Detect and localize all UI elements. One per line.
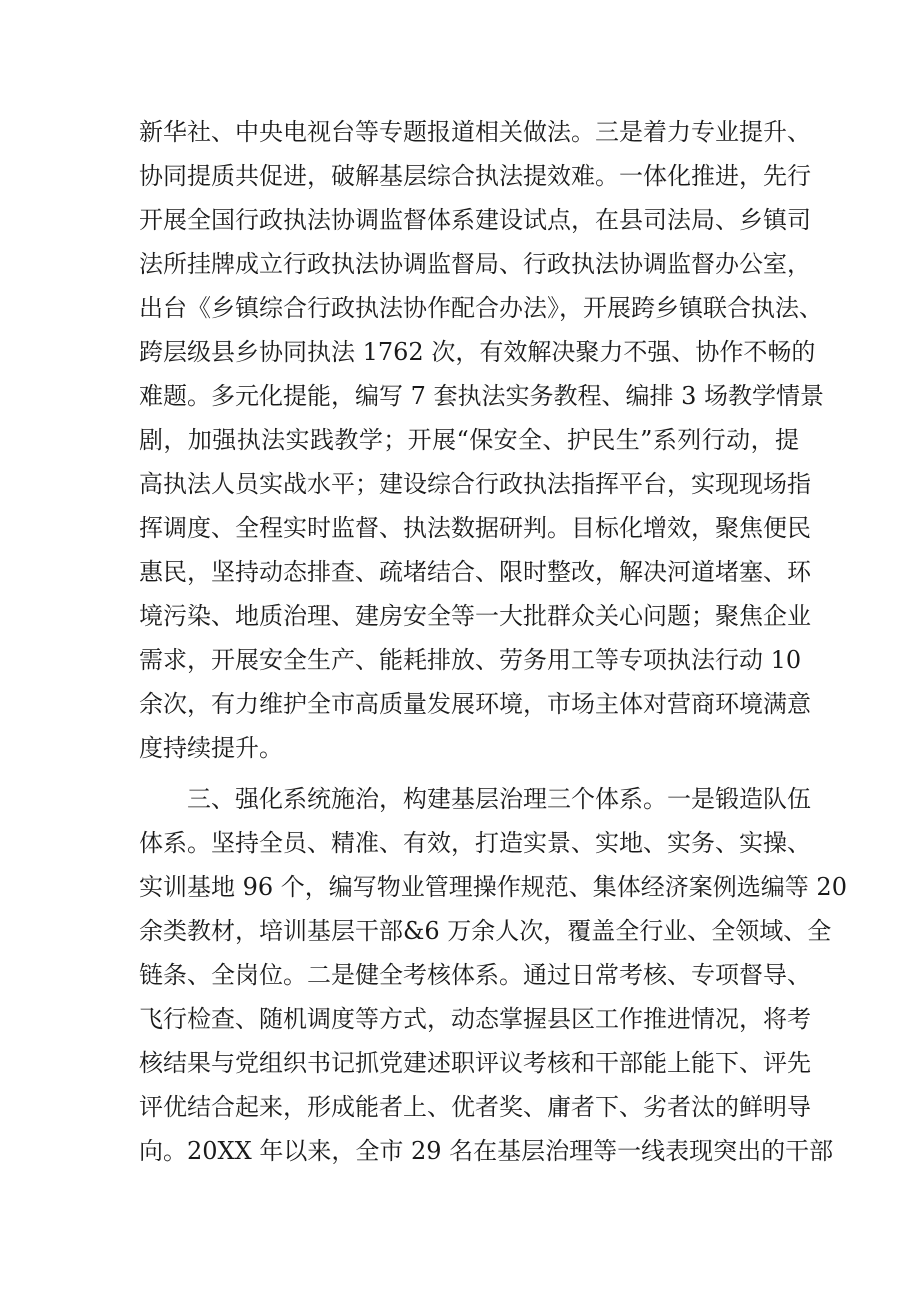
text-line: 法所挂牌成立行政执法协调监督局、行政执法协调监督办公室，	[139, 250, 811, 278]
text-line: 飞行检查、随机调度等方式，动态掌握县区工作推进情况，将考	[139, 1005, 811, 1033]
text-line: 向。20XX 年以来，全市 29 名在基层治理等一线表现突出的干部	[139, 1137, 834, 1165]
text-line: 度持续提升。	[139, 734, 283, 762]
text-line: 三、强化系统施治，构建基层治理三个体系。一是锻造队伍	[187, 785, 811, 813]
document-body	[139, 110, 847, 1173]
text-line: 余类教材，培训基层干部&6 万余人次，覆盖全行业、全领域、全	[139, 917, 832, 945]
text-line: 实训基地 96 个，编写物业管理操作规范、集体经济案例选编等 20	[139, 873, 847, 901]
text-line: 出台《乡镇综合行政执法协作配合办法》，开展跨乡镇联合执法、	[139, 294, 823, 322]
paragraph-governance-systems	[139, 777, 847, 1173]
text-line: 评优结合起来，形成能者上、优者奖、庸者下、劣者汰的鲜明导	[139, 1093, 811, 1121]
text-line: 剧，加强执法实践教学；开展“保安全、护民生”系列行动，提	[139, 426, 799, 454]
text-line: 高执法人员实战水平；建设综合行政执法指挥平台，实现现场指	[139, 470, 811, 498]
paragraph-law-enforcement	[139, 110, 825, 770]
text-line: 协同提质共促进，破解基层综合执法提效难。一体化推进，先行	[139, 162, 811, 190]
text-line: 核结果与党组织书记抓党建述职评议考核和干部能上能下、评先	[139, 1049, 811, 1077]
text-line: 惠民，坚持动态排查、疏堵结合、限时整改，解决河道堵塞、环	[139, 558, 811, 586]
text-line: 新华社、中央电视台等专题报道相关做法。三是着力专业提升、	[139, 118, 811, 146]
text-line: 挥调度、全程实时监督、执法数据研判。目标化增效，聚焦便民	[139, 514, 811, 542]
text-line: 跨层级县乡协同执法 1762 次，有效解决聚力不强、协作不畅的	[139, 338, 816, 366]
text-line: 需求，开展安全生产、能耗排放、劳务用工等专项执法行动 10	[139, 646, 802, 674]
text-line: 境污染、地质治理、建房安全等一大批群众关心问题；聚焦企业	[139, 602, 811, 630]
text-line: 开展全国行政执法协调监督体系建设试点，在县司法局、乡镇司	[139, 206, 811, 234]
paragraph-spacer	[139, 770, 799, 777]
text-line: 余次，有力维护全市高质量发展环境，市场主体对营商环境满意	[139, 690, 811, 718]
text-line: 难题。多元化提能，编写 7 套执法实务教程、编排 3 场教学情景	[139, 382, 825, 410]
text-line: 链条、全岗位。二是健全考核体系。通过日常考核、专项督导、	[139, 961, 811, 989]
text-line: 体系。坚持全员、精准、有效，打造实景、实地、实务、实操、	[139, 829, 811, 857]
